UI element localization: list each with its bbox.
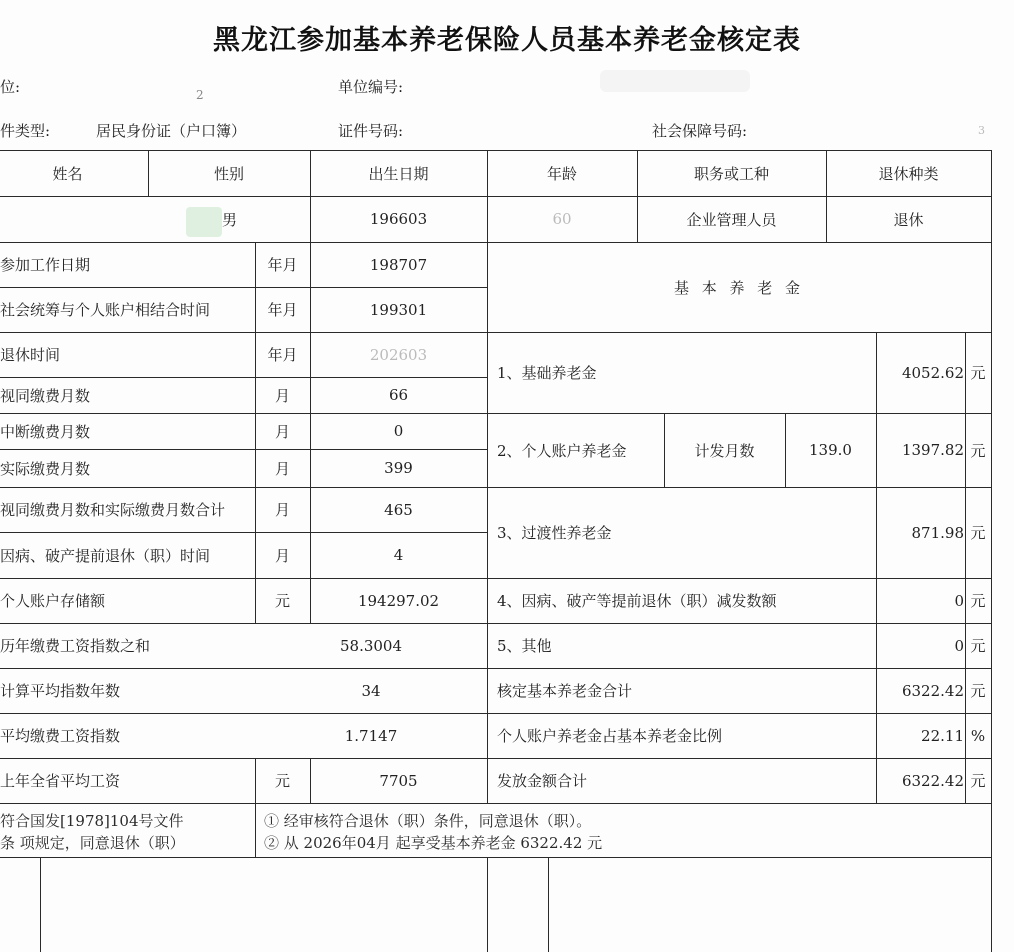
transition-pension-label: 3、过渡性养老金 [497, 524, 612, 542]
row-unit: 元 [274, 772, 290, 790]
row-value: 34 [361, 681, 381, 700]
row-value: 202603 [369, 345, 428, 364]
person-retire-type: 退休 [893, 210, 924, 229]
row-unit: 年月 [267, 256, 298, 274]
row-value: 465 [384, 500, 413, 519]
row-unit: 年月 [267, 301, 298, 319]
row-label-actual-months: 实际缴费月数 [0, 459, 91, 478]
payout-total-label: 发放金额合计 [497, 772, 588, 790]
row-label-avg-wage: 上年全省平均工资 [0, 772, 121, 790]
row-value: 4 [393, 546, 404, 564]
row-value: 399 [384, 459, 413, 477]
row-label-index-years: 计算平均指数年数 [0, 682, 121, 700]
currency-unit: 元 [970, 772, 986, 790]
header-age: 年龄 [546, 164, 577, 183]
basic-pension-value: 4052.62 [901, 363, 964, 382]
person-position: 企业管理人员 [686, 210, 777, 229]
row-label-early-retire: 因病、破产提前退休（职）时间 [0, 546, 211, 565]
row-unit: 月 [274, 459, 290, 478]
reduction-label: 4、因病、破产等提前退休（职）减发数额 [497, 592, 777, 610]
ratio-label: 个人账户养老金占基本养老金比例 [497, 727, 723, 745]
row-value: 198707 [369, 255, 428, 274]
row-unit: 年月 [267, 346, 298, 364]
total-pension-value: 6322.42 [901, 681, 964, 700]
ss-number-label: 社会保障号码: [652, 122, 748, 140]
row-label-deemed-months: 视同缴费月数 [0, 386, 91, 405]
row-label-account-balance: 个人账户存储额 [0, 592, 106, 610]
payout-total-value: 6322.42 [901, 771, 964, 790]
row-value: 58.3004 [339, 636, 403, 655]
other-value: 0 [954, 636, 964, 655]
total-pension-label: 核定基本养老金合计 [497, 682, 633, 700]
row-label-index-sum: 历年缴费工资指数之和 [0, 637, 151, 655]
row-value: 0 [393, 422, 404, 440]
currency-unit: 元 [970, 441, 986, 460]
person-gender: 男 [222, 210, 238, 229]
row-unit: 月 [274, 386, 290, 405]
currency-unit: 元 [970, 637, 986, 655]
row-unit: 月 [274, 546, 290, 565]
ss-number-value: 3 [978, 124, 985, 137]
currency-unit: 元 [970, 524, 986, 542]
row-unit: 月 [274, 501, 290, 519]
approval-note-2: ② 从 2026年04月 起享受基本养老金 6322.42 元 [264, 834, 603, 852]
other-label: 5、其他 [497, 637, 552, 655]
header-position: 职务或工种 [693, 164, 769, 183]
personal-pension-label: 2、个人账户养老金 [497, 441, 627, 460]
currency-unit: 元 [970, 592, 986, 610]
row-value: 66 [388, 386, 409, 404]
transition-pension-value: 871.98 [911, 523, 964, 542]
row-value: 1.7147 [344, 726, 398, 745]
header-gender: 性别 [213, 164, 244, 183]
policy-line-1: 符合国发[1978]104号文件 [0, 812, 184, 830]
personal-pension-value: 1397.82 [901, 441, 964, 459]
unit-label: 位: [0, 78, 21, 96]
reduction-value: 0 [954, 591, 964, 610]
payout-months-value: 139.0 [809, 441, 852, 459]
row-unit: 元 [274, 592, 290, 610]
basic-pension-label: 1、基础养老金 [497, 364, 597, 382]
person-age: 60 [552, 210, 572, 228]
row-unit: 月 [274, 422, 290, 441]
percent-unit: % [970, 726, 986, 745]
currency-unit: 元 [970, 682, 986, 700]
header-birth-date: 出生日期 [368, 164, 429, 183]
ratio-value: 22.11 [921, 726, 964, 745]
row-label-avg-index: 平均缴费工资指数 [0, 727, 121, 745]
id-type-label: 件类型: [0, 122, 51, 140]
policy-line-2: 条 项规定，同意退休（职） [0, 834, 185, 852]
row-label-total-months: 视同缴费月数和实际缴费月数合计 [0, 501, 226, 519]
unit-value: 2 [196, 88, 204, 102]
row-value: 194297.02 [357, 591, 440, 610]
redacted-unit-number [600, 70, 750, 92]
approval-note-1: ① 经审核符合退休（职）条件，同意退休（职）。 [264, 812, 592, 830]
currency-unit: 元 [970, 364, 986, 382]
row-label-interrupted-months: 中断缴费月数 [0, 422, 91, 441]
header-name: 姓名 [52, 164, 83, 183]
unit-number-label: 单位编号: [338, 78, 404, 96]
id-type-value: 居民身份证（户口簿） [96, 122, 247, 140]
row-value: 199301 [369, 300, 428, 319]
redacted-name [186, 207, 222, 237]
row-label-retire-time: 退休时间 [0, 346, 61, 364]
pension-section-title: 基 本 养 老 金 [673, 278, 805, 297]
header-retire-type: 退休种类 [878, 164, 939, 183]
id-number-label: 证件号码: [338, 122, 404, 140]
row-label-work-start: 参加工作日期 [0, 256, 91, 274]
payout-months-label: 计发月数 [694, 441, 755, 460]
row-value: 7705 [379, 771, 418, 790]
row-label-combined-time: 社会统筹与个人账户相结合时间 [0, 301, 211, 319]
person-birth: 196603 [369, 210, 428, 228]
page-title: 黑龙江参加基本养老保险人员基本养老金核定表 [213, 25, 801, 56]
